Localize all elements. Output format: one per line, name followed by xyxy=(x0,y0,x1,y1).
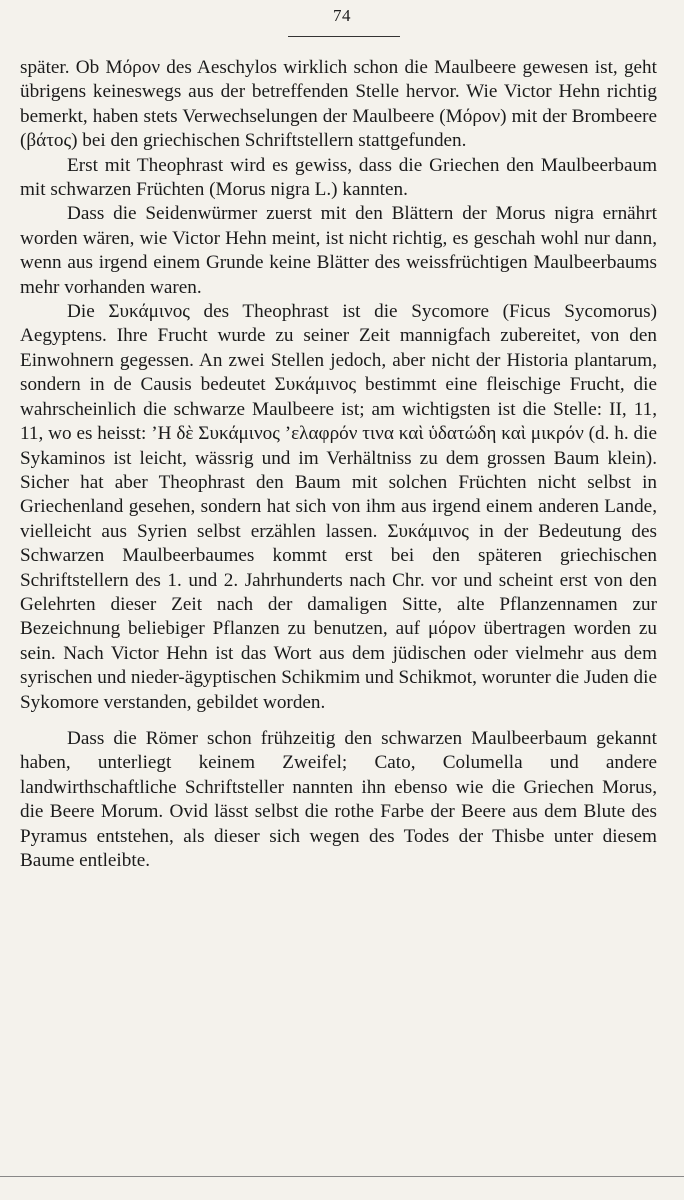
paragraph-5: Dass die Römer schon frühzeitig den schwarzen Maulbeerbaum gekannt haben, unterliegt keinem Zweifel; Cato, Columella und andere landwirthschaftliche Schriftsteller nannten ihn ebenso wie die Griechen Morus, die Beere Morum. Ovid lässt selbst die rothe Farbe der Beere aus dem Blute des Pyramus entstehen, als dieser sich wegen des Todes der Thisbe unter diesem Baume entleibte. xyxy=(20,727,657,871)
paragraph-4: Die Συκάμινος des Theophrast ist die Sycomore (Ficus Sycomorus) Aegyptens. Ihre Frucht wurde zu seiner Zeit mannigfach zubereitet, von den Einwohnern gegessen. An zwei Stellen jedoch, aber nicht der Historia plantarum, sondern in de Causis bedeutet Συκάμινος bestimmt eine fleischige Frucht, die wahrscheinlich die schwarze Maulbeere ist; am wichtigsten ist die Stelle: II, 11, 11, wo es heisst: ’Η δὲ Συκάμινος ’ελαφρόν τινα καὶ ὑδατώδη καὶ μικρόν (d. h. die Sykaminos ist leicht, wässrig und im Verhältniss zu dem grossen Baum klein). Sicher hat aber Theophrast den Baum mit solchen Früchten nicht selbst in Griechenland gesehen, sondern hat sich von ihm aus irgend einem anderen Lande, vielleicht aus Syrien selbst erzählen lassen. Συκάμινος in der Bedeutung des Schwarzen Maulbeerbaumes kommt erst bei den späteren griechischen Schriftstellern des 1. und 2. Jahrhunderts nach Chr. vor und scheint erst von den Gelehrten dieser Zeit nach der damaligen Sitte, alte Pflanzennamen zur Bezeichnung beliebiger Pflanzen zu benutzen, auf μόρον übertragen worden zu sein. Nach Victor Hehn ist das Wort aus dem jüdischen oder vielmehr aus dem syrischen und nieder-ägyptischen Schikmim und Schikmot, worunter die Juden die Sykomore verstanden, gebildet worden. xyxy=(20,301,657,713)
page-number: 74 xyxy=(333,6,351,25)
body-text xyxy=(20,56,657,873)
paragraph-1: später. Ob Μόρον des Aeschylos wirklich schon die Maulbeere gewesen ist, geht übrigens keineswegs aus der betreffenden Stelle hervor. Wie Victor Hehn richtig bemerkt, haben stets Verwechselungen der Maulbeere (Μόρον) mit der Brombeere (βάτος) bei den griechischen Schriftstellern stattgefunden. xyxy=(20,57,657,152)
paragraph-3: Dass die Seidenwürmer zuerst mit den Blättern der Morus nigra ernährt worden wären, wie Victor Hehn meint, ist nicht richtig, es geschah wohl nur dann, wenn aus irgend einem Grunde keine Blätter des weissfrüchtigen Maulbeerbaums mehr vorhanden waren. xyxy=(20,203,657,298)
header-rule xyxy=(288,36,400,37)
paragraph-2: Erst mit Theophrast wird es gewiss, dass die Griechen den Maulbeerbaum mit schwarzen Früchten (Morus nigra L.) kannten. xyxy=(20,154,657,201)
bottom-rule xyxy=(0,1176,684,1177)
